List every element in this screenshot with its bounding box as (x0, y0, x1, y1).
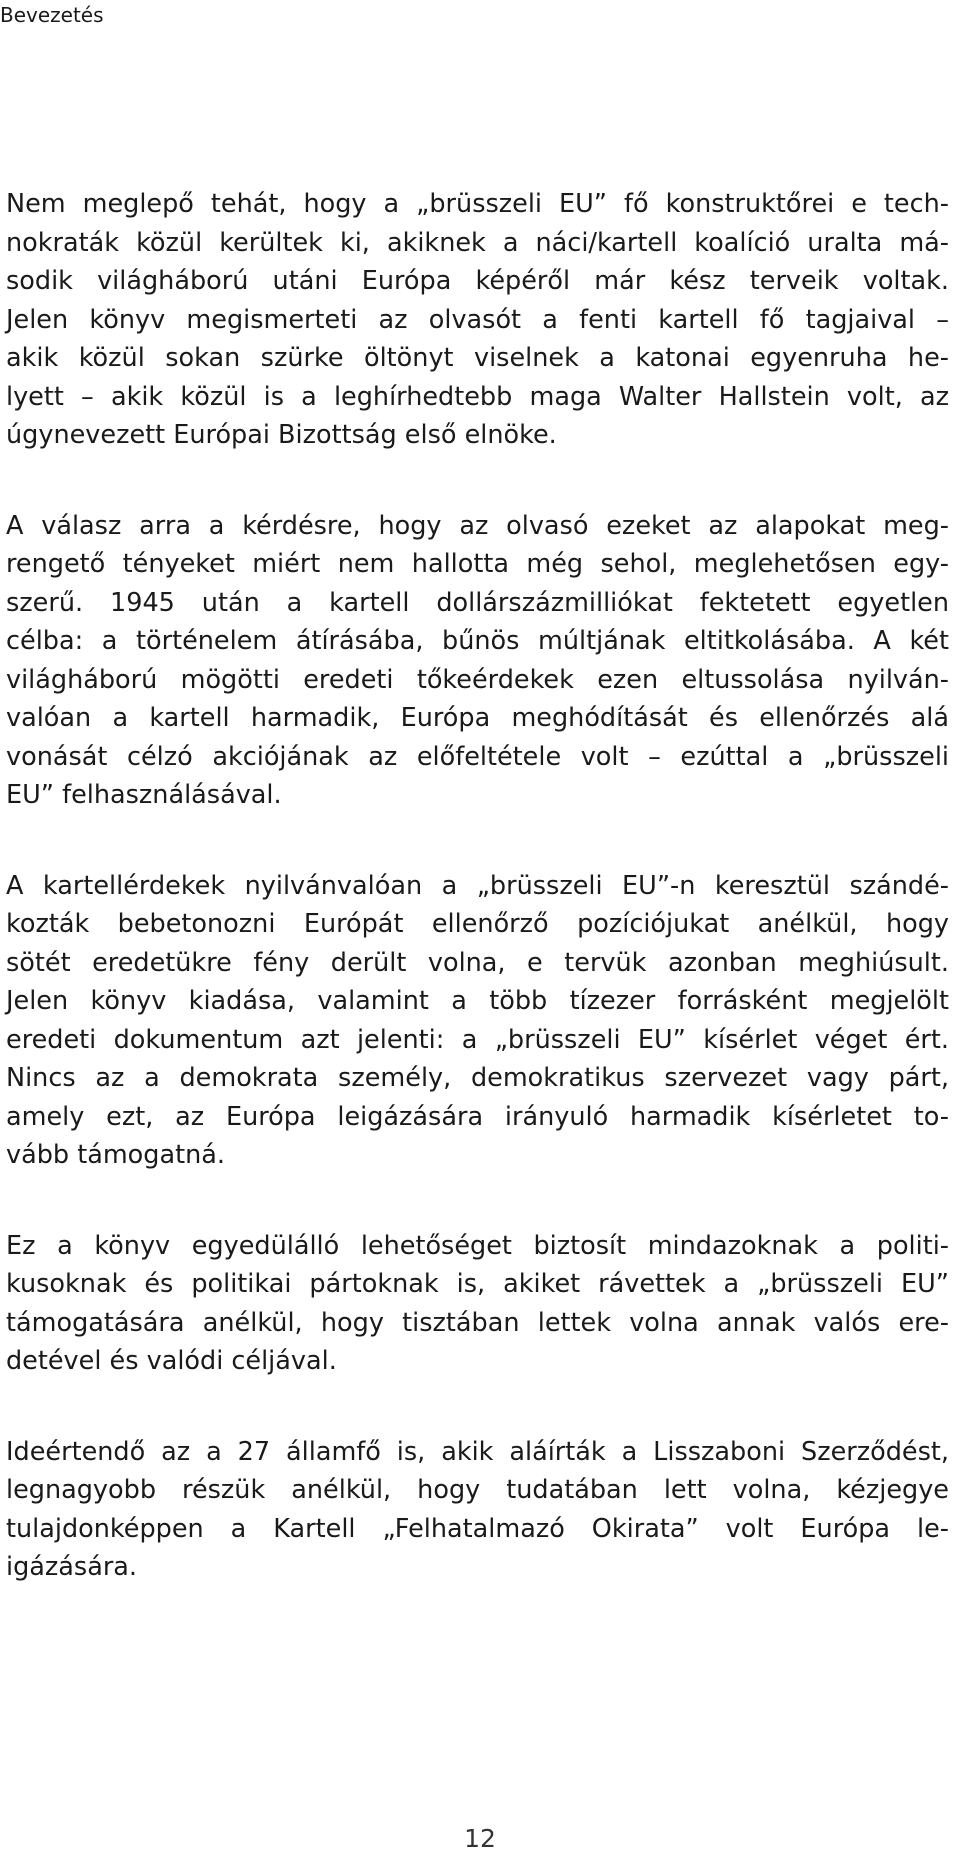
running-title: Bevezetés (0, 3, 104, 27)
text-line: tulajdonképpen a Kartell „Felhatalmazó Okirata” volt Európa le- (6, 1513, 949, 1544)
text-line: Jelen könyv kiadása, valamint a több tízezer forrásként megjelölt (6, 986, 949, 1016)
text-line: lyett – akik közül is a leghírhedtebb maga Walter Hallstein volt, az (6, 381, 949, 412)
text-line: sötét eredetükre fény derült volna, e tervük azonban meghiúsult. (6, 947, 949, 978)
text-line: igázására. (6, 1552, 138, 1582)
text-line: amely ezt, az Európa leigázására irányuló harmadik kísérletet to- (6, 1101, 949, 1132)
paragraph-4 (6, 1227, 949, 1381)
text-line: eredeti dokumentum azt jelenti: a „brüsszeli EU” kísérlet véget ért. (6, 1024, 949, 1055)
text-line: EU” felhasználásával. (6, 780, 282, 810)
paragraph-5 (6, 1433, 949, 1587)
paragraph-1 (6, 185, 949, 455)
text-line: kozták bebetonozni Európát ellenőrző pozíciójukat anélkül, hogy (6, 909, 949, 939)
text-line: Nem meglepő tehát, hogy a „brüsszeli EU” fő konstruktőrei e tech- (6, 189, 949, 219)
paragraph-3 (6, 867, 949, 1175)
text-line: valóan a kartell harmadik, Európa meghódítását és ellenőrzés alá (6, 703, 949, 733)
text-line: szerű. 1945 után a kartell dollárszázmilliókat fektetett egyetlen (6, 587, 949, 618)
text-line: akik közül sokan szürke öltönyt viselnek a katonai egyenruha he- (6, 343, 949, 373)
text-line: A kartellérdekek nyilvánvalóan a „brüsszeli EU”-n keresztül szándé- (6, 870, 949, 901)
text-line: világháború mögötti eredeti tőkeérdekek ezen eltussolása nyilván- (6, 664, 949, 695)
text-line: sodik világháború utáni Európa képéről már kész terveik voltak. (6, 266, 949, 296)
text-line: kusoknak és politikai pártoknak is, akiket rávettek a „brüsszeli EU” (6, 1269, 949, 1299)
page-number: 12 (464, 1824, 496, 1853)
paragraph-2 (6, 507, 949, 815)
text-line: vább támogatná. (6, 1140, 225, 1170)
text-line: legnagyobb részük anélkül, hogy tudatában lett volna, kézjegye (6, 1475, 949, 1505)
text-line: Jelen könyv megismerteti az olvasót a fenti kartell fő tagjaival – (6, 304, 949, 335)
text-line: rengető tényeket miért nem hallotta még sehol, meglehetősen egy- (6, 549, 949, 579)
body-text (6, 185, 949, 1639)
text-line: vonását célzó akciójának az előfeltétele volt – ezúttal a „brüsszeli (6, 741, 949, 772)
text-line: célba: a történelem átírásába, bűnös múltjának eltitkolásába. A két (6, 626, 949, 656)
text-line: támogatására anélkül, hogy tisztában lettek volna annak valós ere- (6, 1307, 949, 1338)
text-line: úgynevezett Európai Bizottság első elnöke. (6, 420, 557, 450)
text-line: Ez a könyv egyedülálló lehetőséget biztosít mindazoknak a politi- (6, 1230, 949, 1261)
text-line: Ideértendő az a 27 államfő is, akik aláírták a Lisszaboni Szerződést, (6, 1436, 949, 1467)
text-line: A válasz arra a kérdésre, hogy az olvasó ezeket az alapokat meg- (6, 510, 949, 541)
text-line: detével és valódi céljával. (6, 1346, 337, 1376)
text-line: Nincs az a demokrata személy, demokratikus szervezet vagy párt, (6, 1063, 949, 1093)
text-line: nokraták közül kerültek ki, akiknek a náci/kartell koalíció uralta má- (6, 227, 949, 258)
